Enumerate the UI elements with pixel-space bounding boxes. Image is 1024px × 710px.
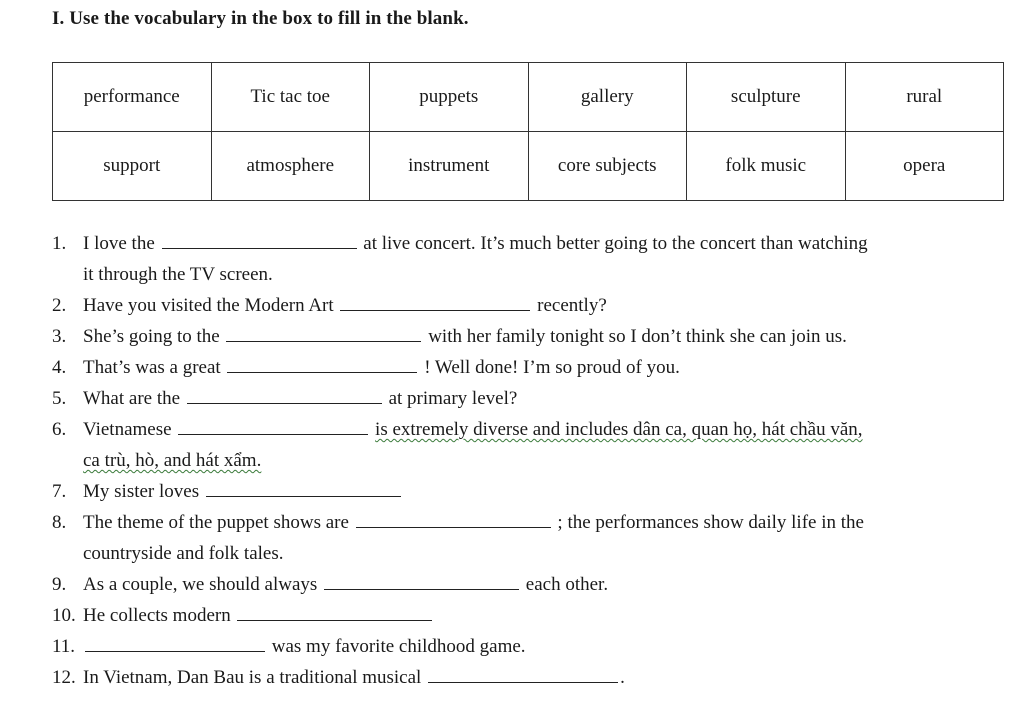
answer-blank[interactable] bbox=[162, 232, 357, 249]
question-8 bbox=[52, 507, 1012, 569]
vocab-word: Tic tac toe bbox=[211, 63, 370, 132]
answer-blank[interactable] bbox=[226, 325, 421, 342]
question-9 bbox=[52, 569, 1012, 600]
answer-blank[interactable] bbox=[227, 356, 417, 373]
vocab-word: opera bbox=[845, 132, 1004, 201]
question-1 bbox=[52, 228, 1012, 290]
vocab-word: puppets bbox=[370, 63, 529, 132]
question-text: countryside and folk tales. bbox=[83, 543, 284, 564]
question-number: 4. bbox=[52, 357, 67, 378]
vocab-row bbox=[53, 63, 1004, 132]
question-text: is extremely diverse and includes dân ca, quan họ, hát chầu văn, bbox=[375, 419, 863, 440]
question-text: . bbox=[620, 667, 625, 688]
vocab-word: performance bbox=[53, 63, 212, 132]
question-text: with her family tonight so I don’t think she can join us. bbox=[428, 326, 847, 347]
question-text: In Vietnam, Dan Bau is a traditional musical bbox=[83, 667, 422, 688]
question-number: 5. bbox=[52, 388, 67, 409]
question-5 bbox=[52, 383, 1012, 414]
answer-blank[interactable] bbox=[237, 604, 432, 621]
question-number: 2. bbox=[52, 295, 67, 316]
answer-blank[interactable] bbox=[85, 635, 265, 652]
vocab-word: sculpture bbox=[687, 63, 846, 132]
question-6 bbox=[52, 414, 1012, 476]
vocab-word: rural bbox=[845, 63, 1004, 132]
answer-blank[interactable] bbox=[324, 573, 519, 590]
question-text: at live concert. It’s much better going to the concert than watching bbox=[363, 233, 868, 254]
question-text: it through the TV screen. bbox=[83, 264, 273, 285]
question-text: As a couple, we should always bbox=[83, 574, 318, 595]
question-text: That’s was a great bbox=[83, 357, 221, 378]
question-text: The theme of the puppet shows are bbox=[83, 512, 349, 533]
answer-blank[interactable] bbox=[356, 511, 551, 528]
question-12 bbox=[52, 662, 1012, 693]
question-number: 6. bbox=[52, 419, 67, 440]
question-text: ! Well done! I’m so proud of you. bbox=[424, 357, 680, 378]
question-10 bbox=[52, 600, 1012, 631]
question-4 bbox=[52, 352, 1012, 383]
question-7 bbox=[52, 476, 1012, 507]
answer-blank[interactable] bbox=[187, 387, 382, 404]
question-2 bbox=[52, 290, 1012, 321]
question-3 bbox=[52, 321, 1012, 352]
question-text: each other. bbox=[525, 574, 609, 595]
question-list bbox=[52, 228, 1012, 693]
answer-blank[interactable] bbox=[178, 418, 368, 435]
vocab-word: atmosphere bbox=[211, 132, 370, 201]
question-text: ; the performances show daily life in the bbox=[557, 512, 864, 533]
answer-blank[interactable] bbox=[428, 666, 618, 683]
question-number: 7. bbox=[52, 481, 67, 502]
question-number: 11. bbox=[52, 636, 76, 657]
answer-blank[interactable] bbox=[340, 294, 530, 311]
vocab-word: instrument bbox=[370, 132, 529, 201]
vocab-row bbox=[53, 132, 1004, 201]
question-text: My sister loves bbox=[83, 481, 200, 502]
answer-blank[interactable] bbox=[206, 480, 401, 497]
question-text: I love the bbox=[83, 233, 155, 254]
question-number: 3. bbox=[52, 326, 67, 347]
vocab-word: core subjects bbox=[528, 132, 687, 201]
question-text: Vietnamese bbox=[83, 419, 172, 440]
vocab-word: folk music bbox=[687, 132, 846, 201]
question-number: 1. bbox=[52, 233, 67, 254]
question-number: 8. bbox=[52, 512, 67, 533]
question-text: ca trù, hò, and hát xẩm. bbox=[83, 450, 262, 471]
question-text: Have you visited the Modern Art bbox=[83, 295, 334, 316]
question-text: was my favorite childhood game. bbox=[271, 636, 526, 657]
question-number: 10. bbox=[52, 605, 76, 626]
question-text: She’s going to the bbox=[83, 326, 220, 347]
question-number: 9. bbox=[52, 574, 67, 595]
question-text: What are the bbox=[83, 388, 181, 409]
question-number: 12. bbox=[52, 667, 76, 688]
question-text: He collects modern bbox=[83, 605, 231, 626]
question-11 bbox=[52, 631, 1012, 662]
question-text: at primary level? bbox=[388, 388, 518, 409]
vocabulary-box bbox=[52, 62, 1004, 201]
vocab-word: gallery bbox=[528, 63, 687, 132]
exercise-heading: I. Use the vocabulary in the box to fill in the blank. bbox=[52, 8, 469, 29]
question-text: recently? bbox=[537, 295, 607, 316]
vocab-word: support bbox=[53, 132, 212, 201]
